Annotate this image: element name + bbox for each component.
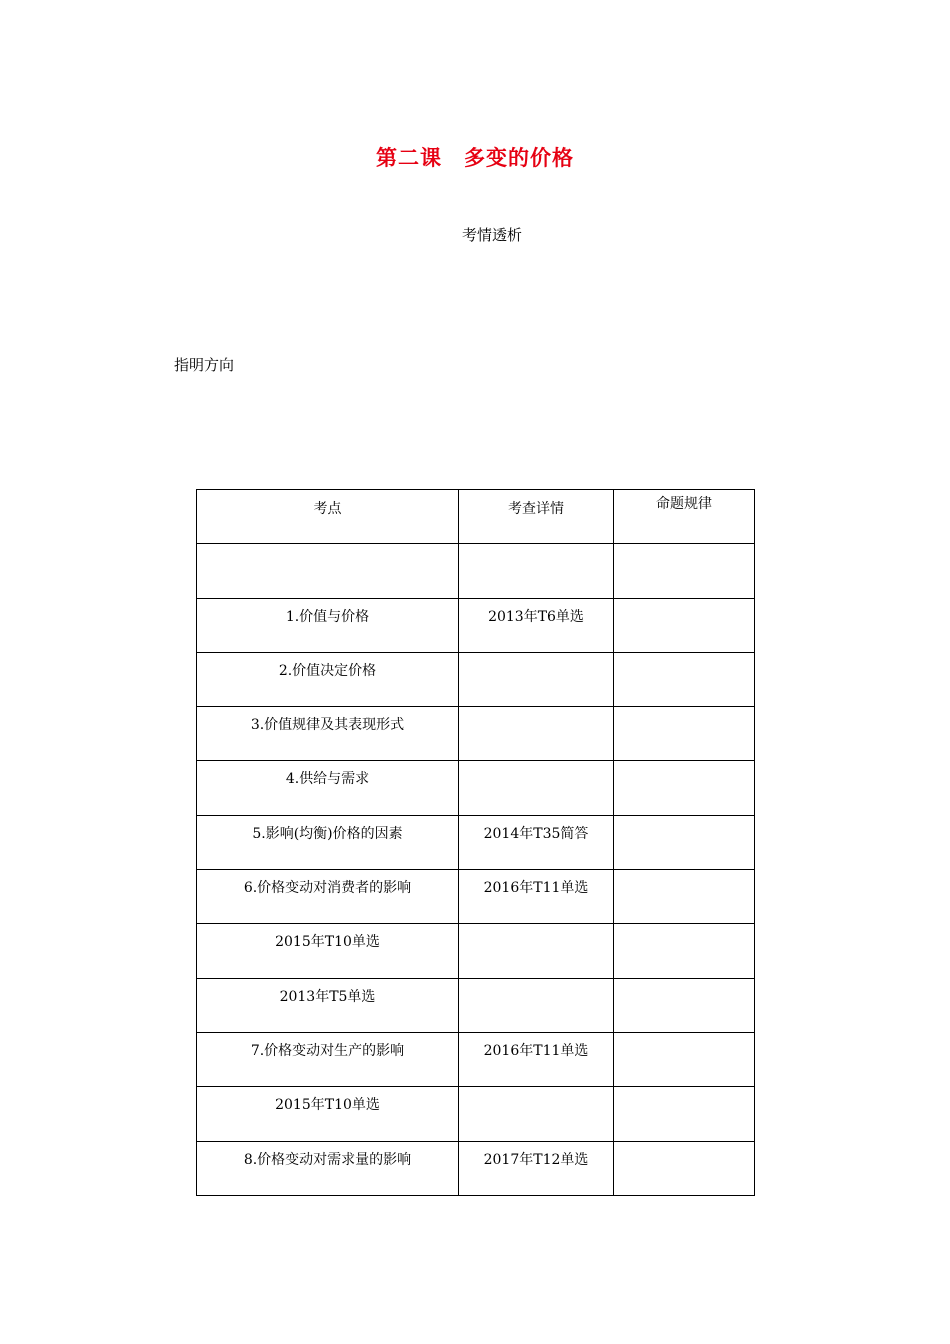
section-subtitle: 考情透析 <box>461 226 522 244</box>
cell-pattern <box>614 652 755 706</box>
cell-exam-point: 5.影响(均衡)价格的因素 <box>197 815 459 869</box>
cell-exam-detail: 2017年T12单选 <box>459 1141 614 1195</box>
table-row <box>197 978 755 1032</box>
cell-exam-point: 7.价格变动对生产的影响 <box>197 1032 459 1086</box>
table-row <box>197 761 755 815</box>
cell-exam-detail <box>459 652 614 706</box>
table-row <box>197 652 755 706</box>
table-row <box>197 598 755 652</box>
table-row <box>197 1141 755 1195</box>
cell-pattern <box>614 544 755 598</box>
cell-pattern <box>614 598 755 652</box>
table-row <box>197 544 755 598</box>
cell-exam-point: 8.价格变动对需求量的影响 <box>197 1141 459 1195</box>
cell-pattern <box>614 978 755 1032</box>
cell-exam-detail <box>459 761 614 815</box>
table-header-row <box>197 490 755 544</box>
cell-pattern <box>614 1032 755 1086</box>
cell-exam-detail <box>459 978 614 1032</box>
table-row <box>197 870 755 924</box>
cell-exam-detail: 2014年T35简答 <box>459 815 614 869</box>
cell-exam-point <box>197 544 459 598</box>
header-pattern: 命题规律 <box>614 490 755 544</box>
exam-table <box>196 489 755 1196</box>
cell-pattern <box>614 924 755 978</box>
cell-pattern <box>614 870 755 924</box>
table-row <box>197 924 755 978</box>
cell-pattern <box>614 761 755 815</box>
table-row <box>197 815 755 869</box>
cell-exam-detail: 2013年T6单选 <box>459 598 614 652</box>
table-row <box>197 1032 755 1086</box>
cell-exam-detail: 2016年T11单选 <box>459 870 614 924</box>
cell-pattern <box>614 1141 755 1195</box>
cell-exam-detail <box>459 924 614 978</box>
cell-exam-point: 6.价格变动对消费者的影响 <box>197 870 459 924</box>
table-row <box>197 1087 755 1141</box>
cell-exam-point: 2013年T5单选 <box>197 978 459 1032</box>
header-exam-point: 考点 <box>197 490 459 544</box>
page-title: 第二课 多变的价格 <box>376 146 574 170</box>
cell-pattern <box>614 1087 755 1141</box>
header-exam-detail: 考查详情 <box>459 490 614 544</box>
table-row <box>197 707 755 761</box>
cell-exam-point: 2015年T10单选 <box>197 924 459 978</box>
cell-exam-point: 3.价值规律及其表现形式 <box>197 707 459 761</box>
cell-exam-point: 2015年T10单选 <box>197 1087 459 1141</box>
cell-exam-detail <box>459 544 614 598</box>
cell-pattern <box>614 707 755 761</box>
cell-pattern <box>614 815 755 869</box>
cell-exam-point: 2.价值决定价格 <box>197 652 459 706</box>
cell-exam-point: 1.价值与价格 <box>197 598 459 652</box>
cell-exam-detail <box>459 1087 614 1141</box>
cell-exam-detail <box>459 707 614 761</box>
cell-exam-detail: 2016年T11单选 <box>459 1032 614 1086</box>
cell-exam-point: 4.供给与需求 <box>197 761 459 815</box>
section-heading: 指明方向 <box>174 356 235 374</box>
